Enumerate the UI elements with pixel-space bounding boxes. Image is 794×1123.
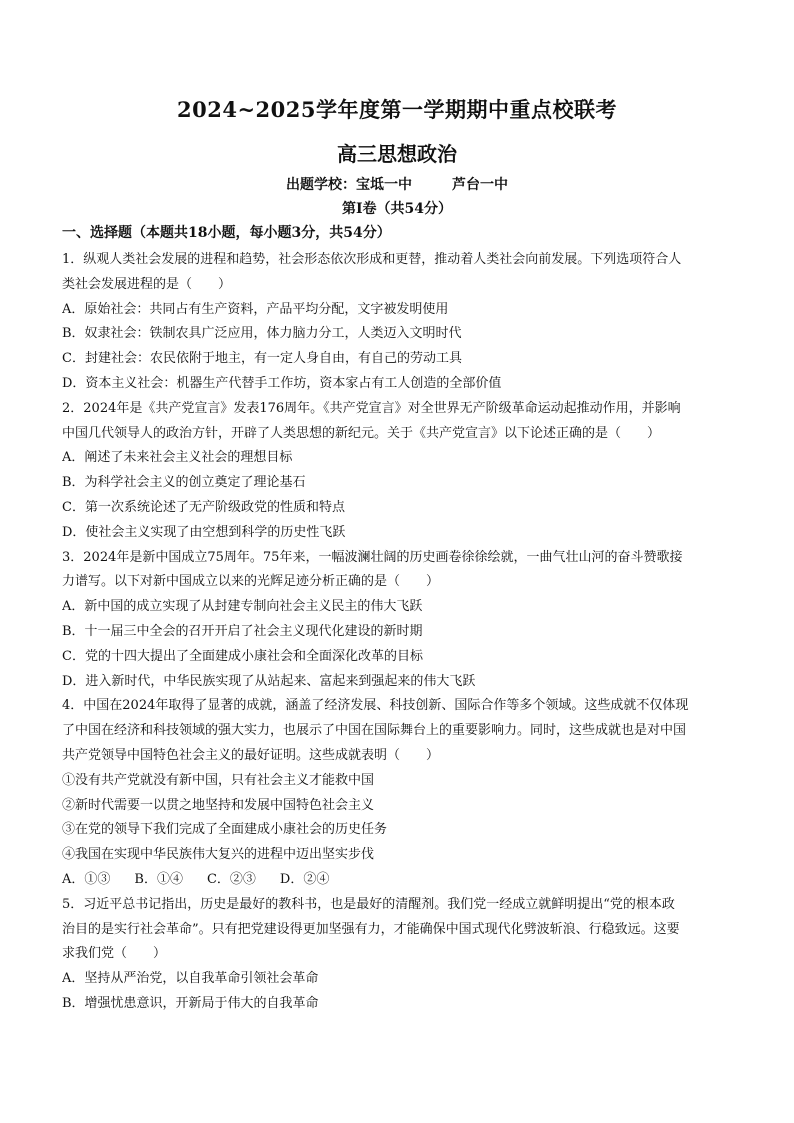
school-first: 出题学校：宝坻一中 [286, 177, 412, 193]
statement-2: ②新时代需要一以贯之地坚持和发展中国特色社会主义 [62, 797, 375, 813]
question-5 [62, 893, 738, 1017]
question-4 [62, 694, 738, 892]
question-stem-line: 了中国在经济和科技领域的强大实力，也展示了中国在国际舞台上的重要影响力。同时，这些成就也是对中国 [62, 723, 687, 739]
exam-schools [0, 174, 794, 194]
option-b: B．十一届三中全会的召开开启了社会主义现代化建设的新时期 [62, 623, 423, 639]
school-second: 芦台一中 [452, 177, 508, 193]
question-stem-line: 求我们党（ ） [62, 946, 167, 962]
question-stem-line: 力谱写。以下对新中国成立以来的光辉足迹分析正确的是（ ） [62, 574, 440, 590]
question-1 [62, 248, 738, 397]
exam-subject: 高三思想政治 [337, 142, 457, 166]
option-c: C．封建社会：农民依附于地主，有一定人身自由，有自己的劳动工具 [62, 351, 462, 367]
choice-row [62, 868, 738, 893]
question-stem-line: 中国几代领导人的政治方针，开辟了人类思想的新纪元。关于《共产党宣言》以下论述正确的是（ ） [62, 425, 661, 441]
questions-container [62, 248, 738, 1017]
exam-volume: 第Ⅰ卷（共54分） [341, 201, 453, 217]
question-stem-line: 1．纵观人类社会发展的进程和趋势，社会形态依次形成和更替，推动着人类社会向前发展。下列选项符合人 [62, 252, 682, 267]
option-a: A．阐述了未来社会主义社会的理想目标 [62, 450, 293, 466]
option-a: A．新中国的成立实现了从封建专制向社会主义民主的伟大飞跃 [62, 599, 423, 615]
choice-b: B．①④ [134, 871, 183, 887]
option-d: D．使社会主义实现了由空想到科学的历史性飞跃 [62, 524, 346, 540]
option-a: A．原始社会：共同占有生产资料，产品平均分配，文字被发明使用 [62, 301, 449, 317]
question-stem-line: 共产党领导中国特色社会主义的最好证明。这些成就表明（ ） [62, 747, 440, 763]
question-stem-line: 治目的是实行社会革命”。只有把党建设得更加坚强有力，才能确保中国式现代化劈波斩浪、行稳致远。这要 [62, 921, 680, 937]
choice-d: D．②④ [279, 871, 330, 887]
option-a: A．坚持从严治党，以自我革命引领社会革命 [62, 971, 319, 987]
statement-1: ①没有共产党就没有新中国，只有社会主义才能救中国 [62, 772, 375, 788]
statement-4: ④我国在实现中华民族伟大复兴的进程中迈出坚实步伐 [62, 847, 375, 863]
option-d: D．进入新时代，中华民族实现了从站起来、富起来到强起来的伟大飞跃 [62, 673, 476, 689]
question-2 [62, 397, 738, 546]
option-c: C．第一次系统论述了无产阶级政党的性质和特点 [62, 499, 345, 515]
option-d: D．资本主义社会：机器生产代替手工作坊，资本家占有工人创造的全部价值 [62, 375, 502, 391]
option-b: B．奴隶社会：铁制农具广泛应用，体力脑力分工，人类迈入文明时代 [62, 326, 462, 342]
question-stem-line: 2．2024年是《共产党宣言》发表176周年。《共产党宣言》对全世界无产阶级革命运动起推动作用，并影响 [62, 400, 681, 416]
question-stem-line: 4．中国在2024年取得了显著的成就，涵盖了经济发展、科技创新、国际合作等多个领域。这些成就不仅体现 [62, 698, 689, 714]
option-b: B．为科学社会主义的创立奠定了理论基石 [62, 475, 306, 491]
question-stem-line: 类社会发展进程的是（ ） [62, 276, 232, 292]
choice-c: C．②③ [206, 871, 256, 887]
question-stem-line: 3．2024年是新中国成立75周年。75年来，一幅波澜壮阔的历史画卷徐徐绘就，一曲气壮山河的奋斗赞歌接 [62, 549, 683, 565]
option-b: B．增强忧患意识，开新局于伟大的自我革命 [62, 995, 319, 1011]
option-c: C．党的十四大提出了全面建成小康社会和全面深化改革的目标 [62, 648, 423, 664]
question-stem-line: 5．习近平总书记指出，历史是最好的教科书，也是最好的清醒剂。我们党一经成立就鲜明提出“党的根本政 [62, 896, 675, 912]
section-title: 一、选择题（本题共18小题，每小题3分，共54分） [62, 225, 391, 241]
question-3 [62, 546, 738, 695]
exam-title: 2024~2025学年度第一学期期中重点校联考 [177, 97, 617, 122]
choice-a: A．①③ [62, 871, 111, 887]
statement-3: ③在党的领导下我们完成了全面建成小康社会的历史任务 [62, 822, 388, 838]
